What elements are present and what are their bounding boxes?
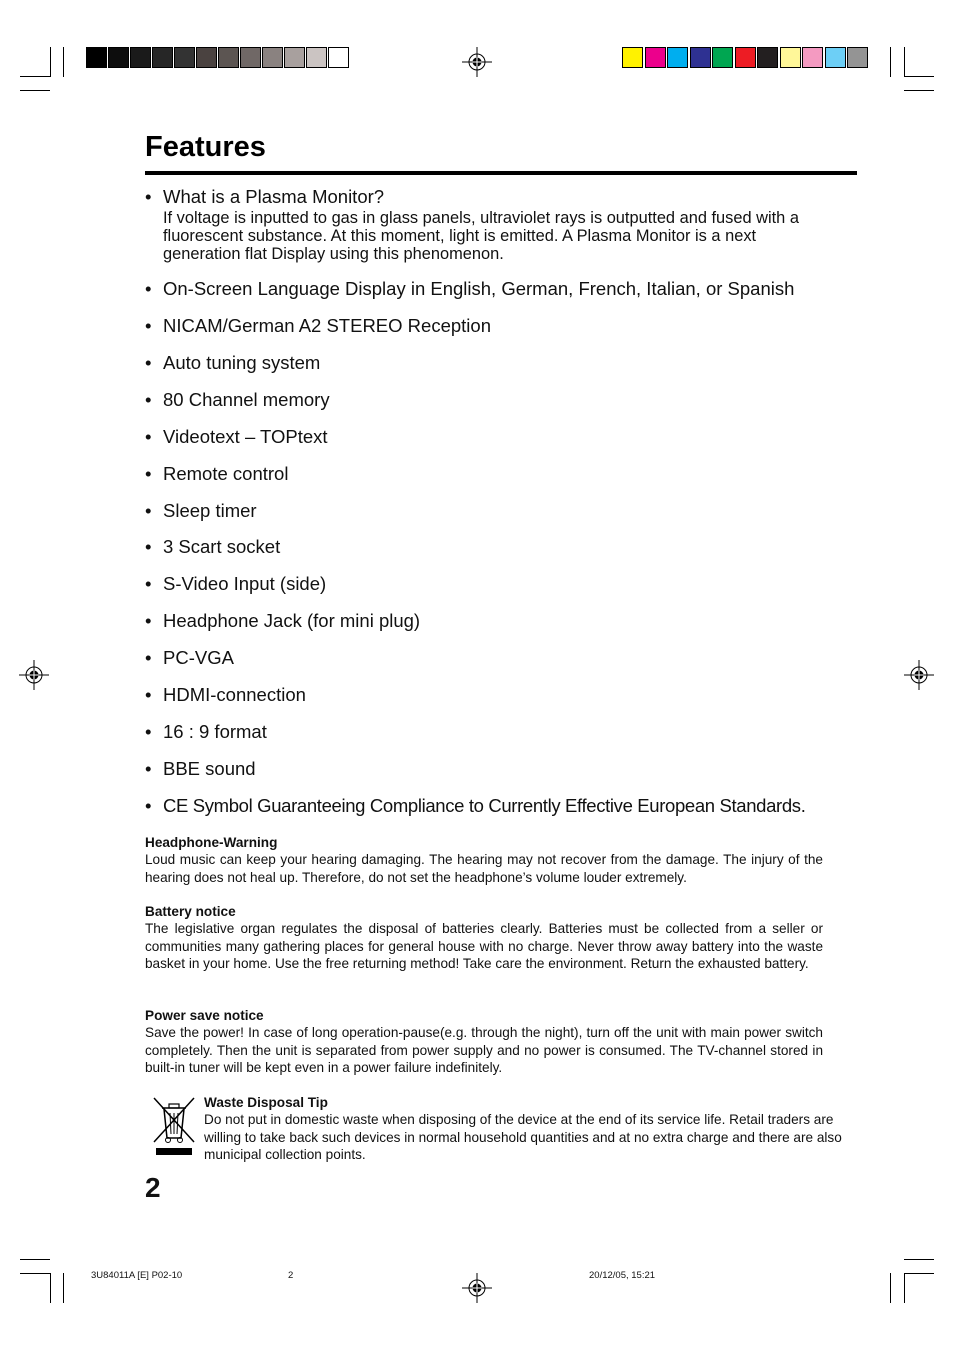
color-swatch — [622, 47, 643, 68]
bullet: • — [145, 352, 152, 373]
page-number: 2 — [145, 1172, 161, 1203]
page-title: Features — [145, 131, 266, 163]
notice-heading: Waste Disposal Tip — [204, 1095, 328, 1110]
bullet: • — [145, 721, 152, 742]
feature-text: HDMI-connection — [163, 684, 306, 705]
color-swatch — [757, 47, 778, 68]
bullet: • — [145, 573, 152, 594]
bullet: • — [145, 795, 152, 816]
color-swatch — [847, 47, 868, 68]
registration-mark-bottom-icon — [462, 1273, 492, 1303]
color-swatch — [690, 47, 711, 68]
gray-swatch — [174, 47, 195, 68]
bullet: • — [145, 500, 152, 521]
waste-disposal-tip — [204, 1094, 854, 1164]
registration-mark-left-icon — [19, 660, 49, 690]
notice-heading: Power save notice — [145, 1008, 264, 1023]
bullet: • — [145, 389, 152, 410]
color-swatch — [780, 47, 801, 68]
notice-heading: Headphone-Warning — [145, 835, 278, 850]
gray-swatch — [218, 47, 239, 68]
bullet: • — [145, 610, 152, 631]
gray-swatch — [196, 47, 217, 68]
footer-timestamp: 20/12/05, 15:21 — [589, 1270, 656, 1281]
gray-swatch — [306, 47, 327, 68]
color-swatch — [825, 47, 846, 68]
bullet: • — [145, 426, 152, 447]
feature-text: NICAM/German A2 STEREO Reception — [163, 315, 491, 336]
bullet: • — [145, 186, 152, 207]
gray-swatch — [130, 47, 151, 68]
registration-mark-right-icon — [904, 660, 934, 690]
notice-body: The legislative organ regulates the disposal of batteries clearly. Batteries must be collected from a seller or communities many gathering places for general house with no charge. Never throw away battery into the waste basket in your home. Use the free returning method! Take care the environment. Return the exhausted battery. — [145, 921, 823, 972]
gray-swatch — [108, 47, 129, 68]
gray-swatch — [328, 47, 349, 68]
battery-notice — [145, 903, 823, 973]
color-swatch — [712, 47, 733, 68]
notice-body: Do not put in domestic waste when disposing of the device at the end of its service life. Retail traders are willing to take back such devices in normal household quantities and at no extra charge and there are also municipal collection points. — [204, 1112, 842, 1163]
feature-text: Sleep timer — [163, 500, 257, 521]
feature-text: BBE sound — [163, 758, 256, 779]
feature-text: On-Screen Language Display in English, German, French, Italian, or Spanish — [163, 278, 795, 299]
feature-text: S-Video Input (side) — [163, 573, 327, 594]
color-swatch — [735, 47, 756, 68]
notice-body: Loud music can keep your hearing damaging. The hearing may not recover from the damage. The injury of the hearing does not heal up. Therefore, do not set the headphone’s volume louder extremely. — [145, 852, 823, 885]
footer-file-code: 3U84011A [E] P02-10 — [91, 1270, 183, 1281]
feature-text: 80 Channel memory — [163, 389, 330, 410]
intro-heading: What is a Plasma Monitor? — [163, 186, 385, 207]
feature-text: 16 : 9 format — [163, 721, 267, 742]
feature-text: Headphone Jack (for mini plug) — [163, 610, 421, 631]
feature-text: PC-VGA — [163, 647, 234, 668]
bullet: • — [145, 278, 152, 299]
gray-swatch — [86, 47, 107, 68]
gray-swatch — [152, 47, 173, 68]
color-swatch — [802, 47, 823, 68]
feature-text: Auto tuning system — [163, 352, 321, 373]
color-swatch — [667, 47, 688, 68]
feature-text: Videotext – TOPtext — [163, 426, 328, 447]
registration-mark-top-icon — [462, 47, 492, 77]
title-rule — [145, 171, 857, 175]
bullet: • — [145, 315, 152, 336]
footer-page: 2 — [288, 1270, 294, 1281]
notice-body: Save the power! In case of long operation-pause(e.g. through the night), turn off the unit with main power switch completely. Then the unit is separated from power supply and no power is consumed. The TV-channel stored in built-in tuner will be kept even in a power failure indefinitely. — [145, 1025, 823, 1076]
headphone-warning — [145, 834, 823, 886]
bullet: • — [145, 463, 152, 484]
bullet: • — [145, 536, 152, 557]
bullet: • — [145, 647, 152, 668]
bullet: • — [145, 758, 152, 779]
color-swatch — [645, 47, 666, 68]
feature-text: CE Symbol Guaranteeing Compliance to Currently Effective European Standards. — [163, 795, 806, 816]
feature-text: Remote control — [163, 463, 289, 484]
bullet: • — [145, 684, 152, 705]
feature-text: 3 Scart socket — [163, 536, 281, 557]
gray-swatch — [240, 47, 261, 68]
intro-body: If voltage is inputted to gas in glass panels, ultraviolet rays is outputted and fused with a fluorescent substance. At this moment, light is emitted. A Plasma Monitor is a next generation flat Display using this phenomenon. — [163, 209, 799, 263]
gray-swatch — [284, 47, 305, 68]
gray-swatch — [262, 47, 283, 68]
crossed-out-bin-icon — [152, 1096, 196, 1160]
notice-heading: Battery notice — [145, 904, 236, 919]
power-save-notice — [145, 1007, 823, 1077]
